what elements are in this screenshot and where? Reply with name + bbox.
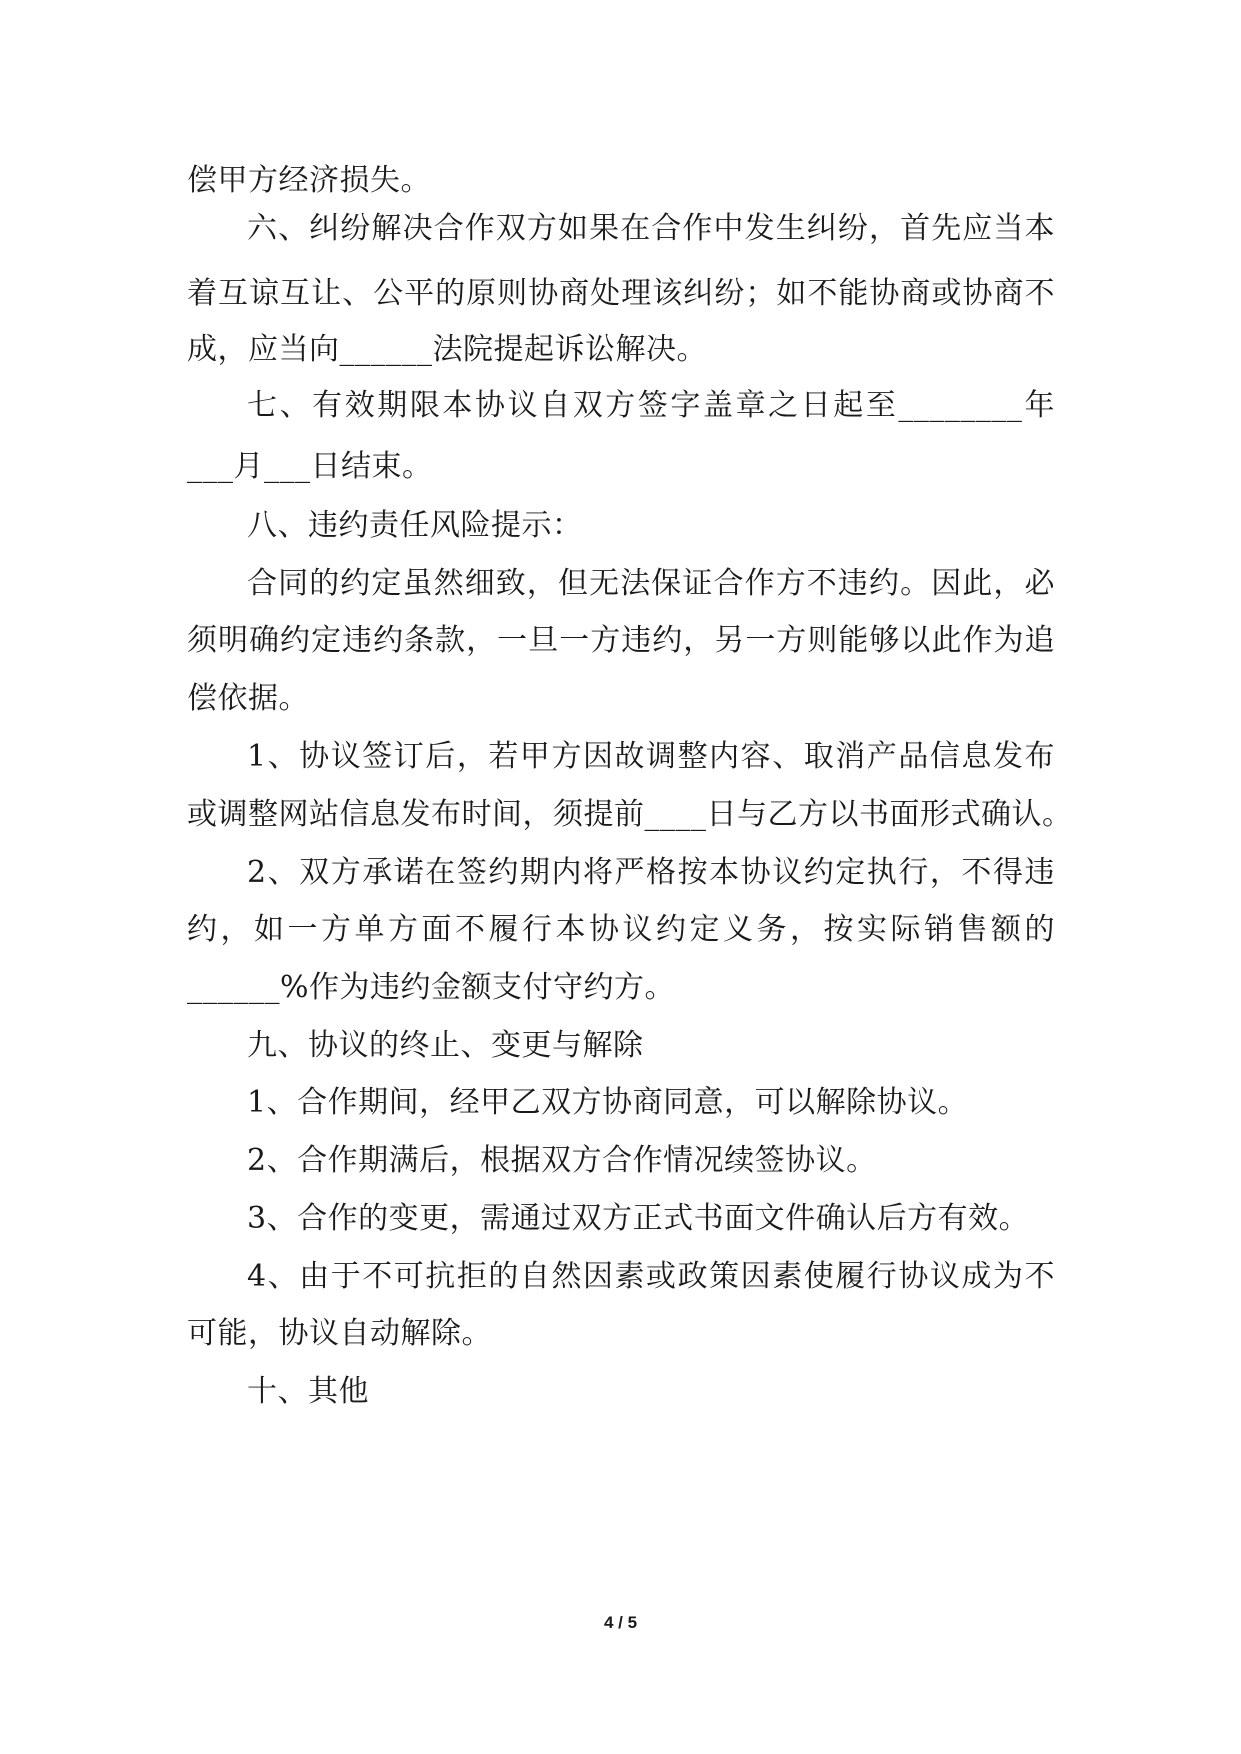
clause-line: 2、合作期满后，根据双方合作情况续签协议。: [247, 1143, 877, 1178]
paragraph-line: 着互谅互让、公平的原则协商处理该纠纷；如不能协商或协商不: [187, 276, 1055, 311]
section-9-heading: 九、协议的终止、变更与解除: [247, 1028, 644, 1063]
clause-line: 或调整网站信息发布时间，须提前____日与乙方以书面形式确认。: [187, 797, 1073, 832]
paragraph-line: 偿甲方经济损失。: [187, 163, 431, 198]
section-8-heading: 八、违约责任风险提示：: [247, 508, 583, 543]
paragraph-line: ___月___日结束。: [187, 449, 433, 484]
page-number: 4 / 5: [603, 1613, 638, 1632]
clause-line: 2、双方承诺在签约期内将严格按本协议约定执行，不得违: [247, 855, 1055, 890]
clause-line: ______%作为违约金额支付守约方。: [187, 970, 676, 1005]
section-10-heading: 十、其他: [247, 1374, 369, 1409]
paragraph-line: 须明确约定违约条款，一旦一方违约，另一方则能够以此作为追: [187, 623, 1055, 658]
paragraph-line: 合同的约定虽然细致，但无法保证合作方不违约。因此，必: [247, 566, 1055, 601]
section-6-heading-line: 六、纠纷解决合作双方如果在合作中发生纠纷，首先应当本: [247, 211, 1055, 246]
clause-line: 3、合作的变更，需通过双方正式书面文件确认后方有效。: [247, 1201, 1030, 1236]
clause-line: 1、协议签订后，若甲方因故调整内容、取消产品信息发布: [247, 739, 1055, 774]
paragraph-line: 偿依据。: [187, 681, 309, 716]
paragraph-line: 成，应当向______法院提起诉讼解决。: [187, 332, 707, 367]
section-7-heading-line: 七、有效期限本协议自双方签字盖章之日起至________年: [247, 388, 1055, 423]
clause-line: 可能，协议自动解除。: [187, 1316, 492, 1351]
clause-line: 约，如一方单方面不履行本协议约定义务，按实际销售额的: [187, 912, 1055, 947]
clause-line: 4、由于不可抗拒的自然因素或政策因素使履行协议成为不: [247, 1259, 1055, 1294]
clause-line: 1、合作期间，经甲乙双方协商同意，可以解除协议。: [247, 1085, 969, 1120]
